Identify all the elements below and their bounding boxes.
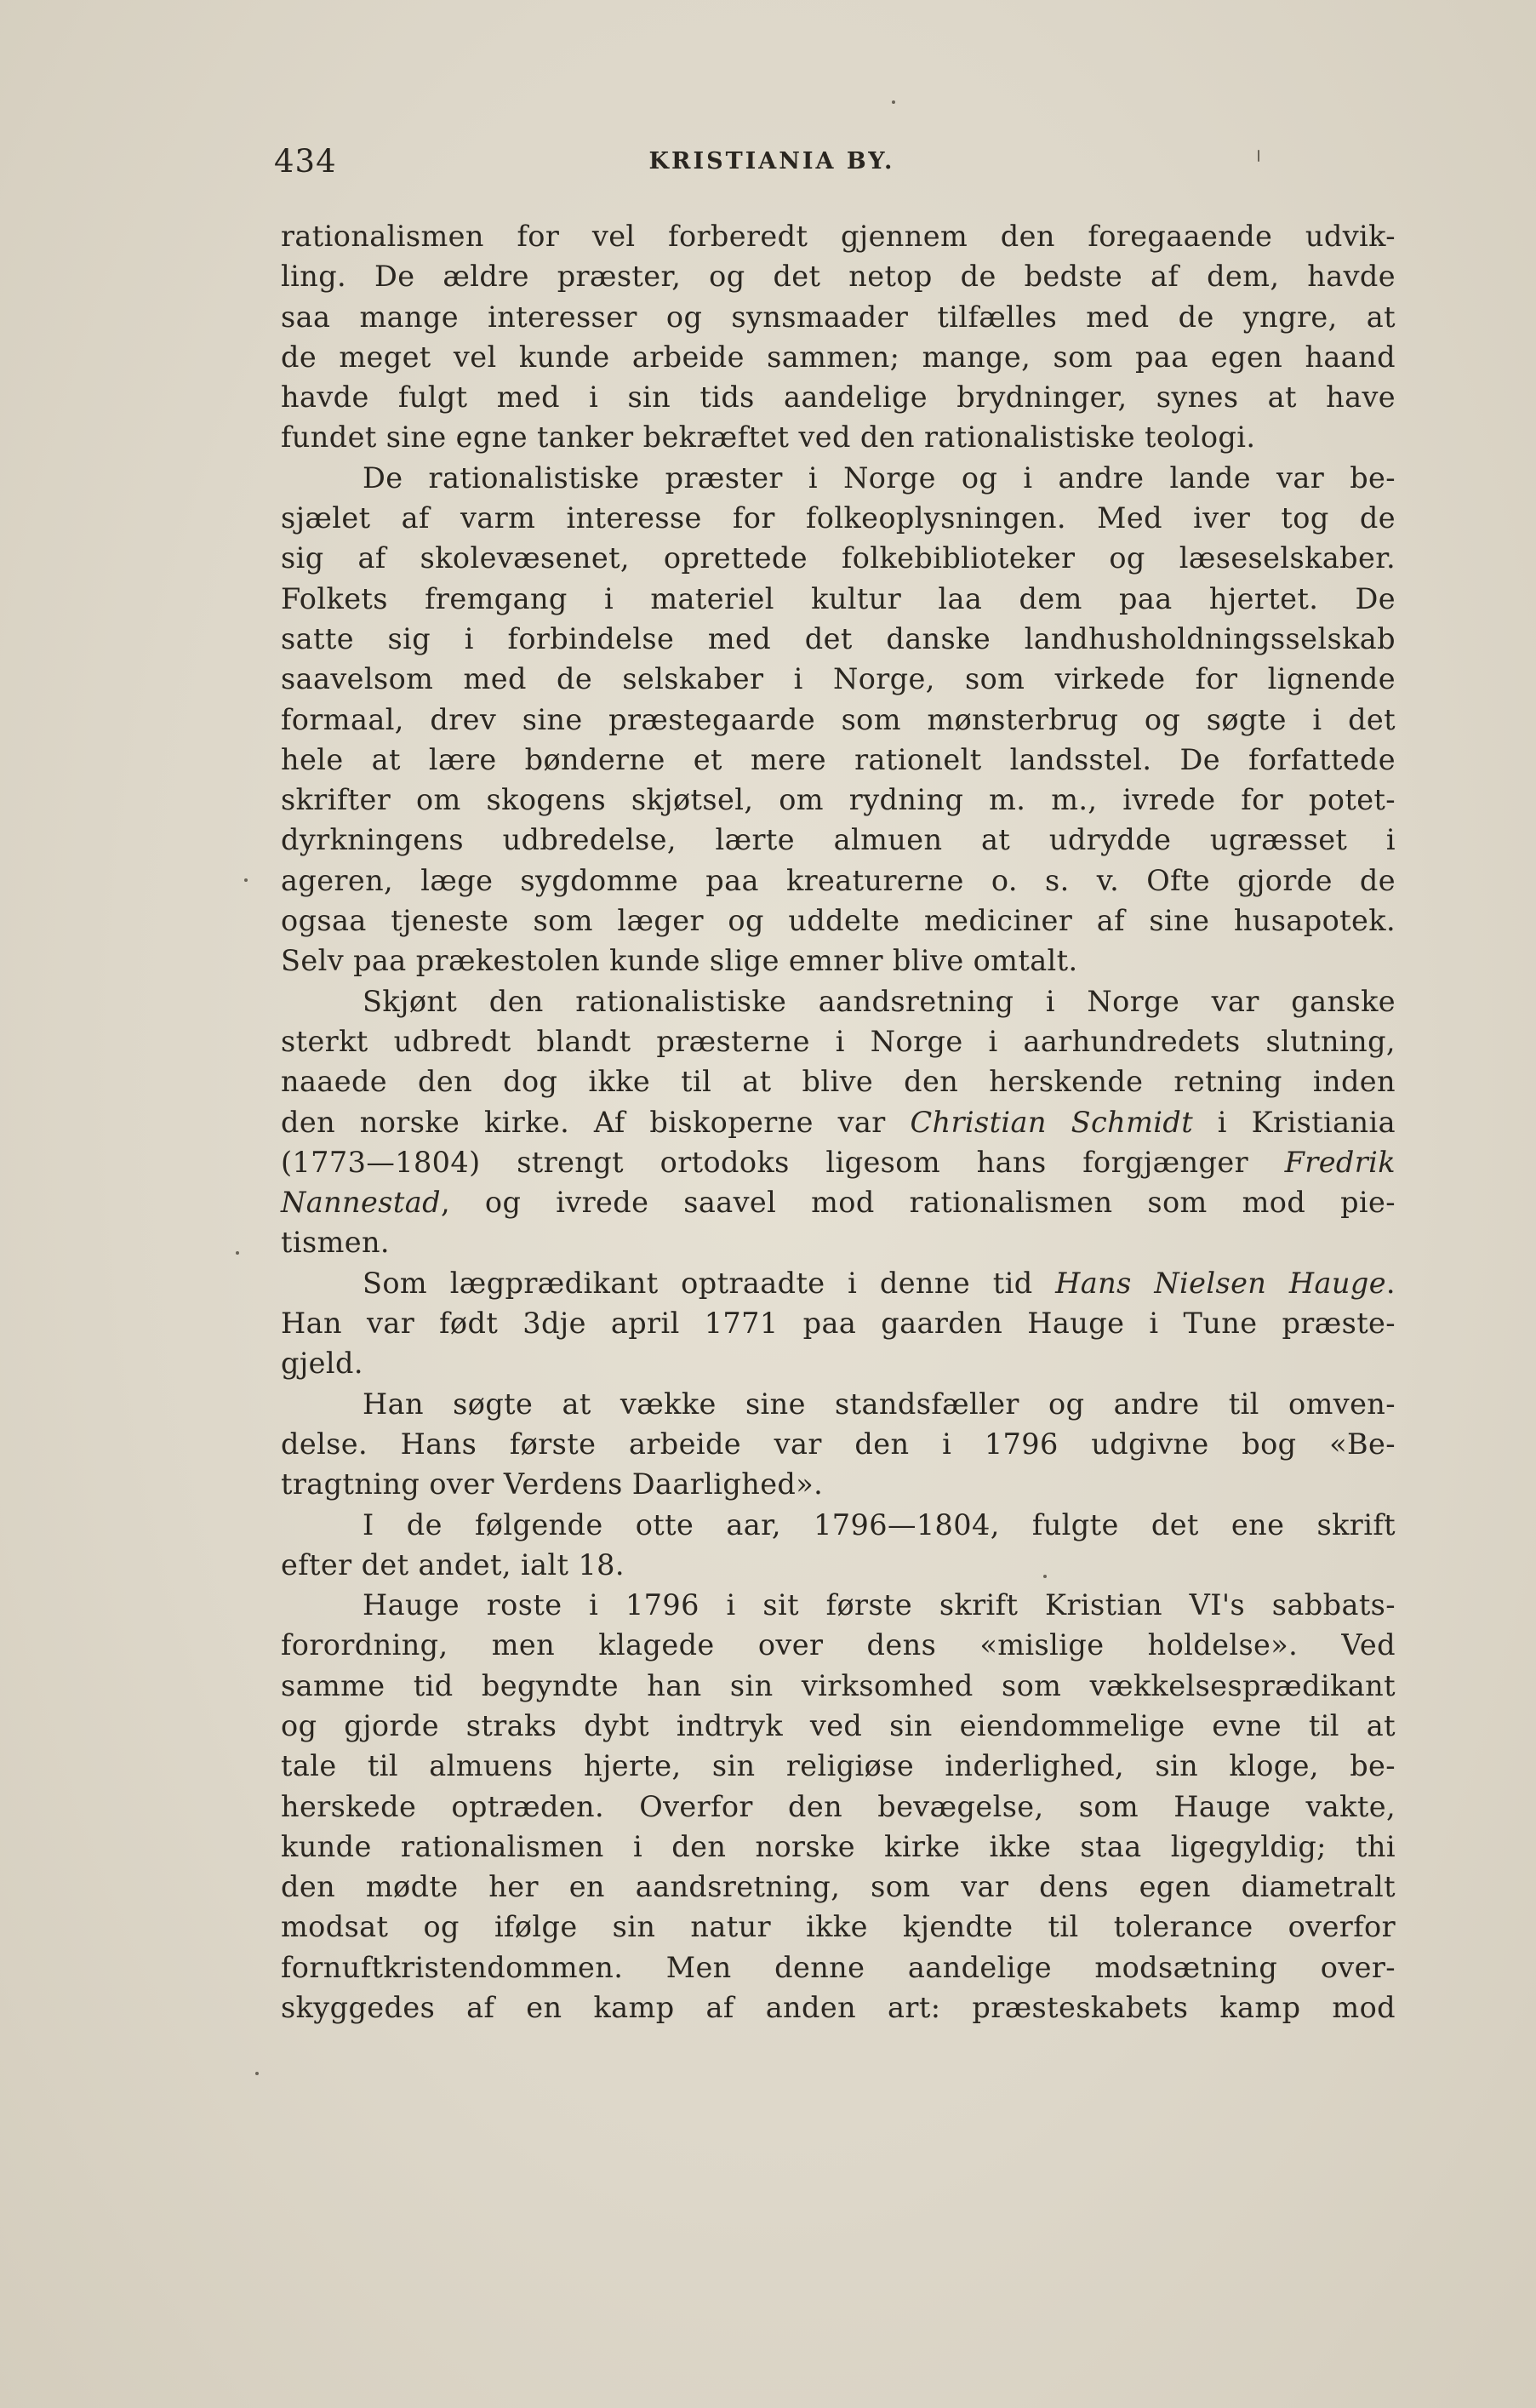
line-text: kunde rationalismen i den norske kirke ikke staa ligegyldig; thi	[281, 1829, 1396, 1863]
line-text: (1773—1804) strengt ortodoks ligesom hans forgjænger	[281, 1145, 1285, 1179]
line-text: Hauge roste i 1796 i sit første skrift Kristian VI's sabbats-	[363, 1588, 1396, 1622]
text-line	[281, 740, 1396, 780]
line-text: Han var født 3dje april 1771 paa gaarden Hauge i Tune præste-	[281, 1307, 1396, 1341]
italic-name: Christian Schmidt	[910, 1105, 1194, 1139]
line-text: Skjønt den rationalistiske aandsretning i Norge var ganske	[363, 984, 1396, 1018]
text-line	[281, 417, 1396, 457]
paper-speck	[892, 100, 895, 104]
text-line	[281, 1625, 1396, 1665]
text-line	[281, 1585, 1396, 1625]
text-line	[281, 1343, 1396, 1383]
line-text: De rationalistiske præster i Norge og i andre lande var be-	[363, 460, 1396, 495]
line-text: Som lægprædikant optraadte i denne tid	[363, 1266, 1056, 1300]
text-line	[281, 941, 1396, 981]
italic-name: Nannestad	[281, 1186, 441, 1220]
text-line	[281, 1142, 1396, 1182]
text-line	[281, 1907, 1396, 1947]
text-line	[281, 538, 1396, 578]
line-text: tale til almuens hjerte, sin religiøse inderlighed, sin kloge, be-	[281, 1749, 1396, 1783]
text-line	[281, 337, 1396, 377]
text-line	[281, 458, 1396, 498]
text-line	[281, 981, 1396, 1021]
text-line	[281, 1384, 1396, 1424]
text-line	[281, 498, 1396, 538]
line-text: forordning, men klagede over dens «mislige holdelse». Ved	[281, 1628, 1396, 1662]
text-line	[281, 1222, 1396, 1262]
line-text: Folkets fremgang i materiel kultur laa dem paa hjertet. De	[281, 581, 1396, 615]
text-line	[281, 820, 1396, 860]
text-line	[281, 579, 1396, 619]
line-text: , og ivrede saavel mod rationalismen som mod pie-	[440, 1186, 1396, 1220]
text-line	[281, 1948, 1396, 1988]
line-text: satte sig i forbindelse med det danske landhusholdningsselskab	[281, 621, 1396, 655]
line-text: modsat og ifølge sin natur ikke kjendte til tolerance overfor	[281, 1910, 1396, 1944]
line-text: I de følgende otte aar, 1796—1804, fulgte det ene skrift	[363, 1507, 1396, 1541]
text-line	[281, 1787, 1396, 1827]
text-line	[281, 297, 1396, 337]
line-text: saa mange interesser og synsmaader tilfælles med de yngre, at	[281, 300, 1396, 334]
line-text: og gjorde straks dybt indtryk ved sin eiendommelige evne til at	[281, 1708, 1396, 1742]
line-text: naaede den dog ikke til at blive den herskende retning inden	[281, 1065, 1396, 1099]
text-line	[281, 1182, 1396, 1222]
body-text	[281, 216, 1396, 2028]
text-line	[281, 1666, 1396, 1706]
text-line	[281, 1263, 1396, 1303]
line-text: sjælet af varm interesse for folkeoplysningen. Med iver tog de	[281, 501, 1396, 535]
italic-name: Fredrik	[1284, 1145, 1396, 1179]
line-text: saavelsom med de selskaber i Norge, som virkede for lignende	[281, 662, 1396, 696]
text-line	[281, 659, 1396, 699]
line-text: tragtning over Verdens Daarlighed».	[281, 1467, 824, 1501]
page-header	[274, 143, 1270, 194]
text-line	[281, 377, 1396, 417]
text-line	[281, 1021, 1396, 1061]
line-text: sig af skolevæsenet, oprettede folkebiblioteker og læseselskaber.	[281, 541, 1396, 575]
text-line	[281, 1464, 1396, 1504]
line-text: samme tid begyndte han sin virksomhed som vækkelsesprædikant	[281, 1668, 1396, 1702]
text-line	[281, 216, 1396, 256]
line-text: den norske kirke. Af biskoperne var	[281, 1105, 911, 1139]
line-text: Selv paa prækestolen kunde slige emner blive omtalt.	[281, 944, 1078, 978]
text-line	[281, 1102, 1396, 1142]
line-text: delse. Hans første arbeide var den i 1796 udgivne bog «Be-	[281, 1427, 1396, 1461]
text-line	[281, 1827, 1396, 1867]
text-line	[281, 1746, 1396, 1786]
page-number: 434	[274, 143, 337, 180]
text-line	[281, 1706, 1396, 1746]
line-text: ling. De ældre præster, og det netop de bedste af dem, havde	[281, 260, 1396, 294]
line-text: havde fulgt med i sin tids aandelige brydninger, synes at have	[281, 380, 1396, 415]
line-text: i Kristiania	[1193, 1105, 1396, 1139]
line-text: den mødte her en aandsretning, som var dens egen diametralt	[281, 1870, 1396, 1904]
line-text: dyrkningens udbredelse, lærte almuen at udrydde ugræsset i	[281, 823, 1396, 857]
text-line	[281, 619, 1396, 659]
line-text: ageren, læge sygdomme paa kreaturerne o. s. v. Ofte gjorde de	[281, 863, 1396, 897]
running-head: KRISTIANIA BY.	[648, 148, 895, 174]
text-line	[281, 1867, 1396, 1907]
line-text: .	[1385, 1266, 1396, 1300]
line-text: Han søgte at vække sine standsfæller og andre til omven-	[363, 1387, 1396, 1421]
line-text: ogsaa tjeneste som læger og uddelte mediciner af sine husapotek.	[281, 904, 1396, 938]
paper-speck	[1258, 150, 1259, 162]
line-text: herskede optræden. Overfor den bevægelse, som Hauge vakte,	[281, 1789, 1396, 1823]
line-text: sterkt udbredt blandt præsterne i Norge i aarhundredets slutning,	[281, 1024, 1396, 1058]
text-line	[281, 1505, 1396, 1545]
italic-name: Hans Nielsen Hauge	[1055, 1266, 1386, 1300]
line-text: fundet sine egne tanker bekræftet ved den rationalistiske teologi.	[281, 420, 1256, 455]
line-text: skrifter om skogens skjøtsel, om rydning m. m., ivrede for potet-	[281, 783, 1396, 817]
line-text: efter det andet, ialt 18.	[281, 1547, 625, 1582]
paper-speck	[236, 1251, 239, 1255]
line-text: gjeld.	[281, 1347, 363, 1381]
text-line	[281, 700, 1396, 740]
line-text: formaal, drev sine præstegaarde som mønsterbrug og søgte i det	[281, 702, 1396, 736]
text-line	[281, 1545, 1396, 1585]
text-line	[281, 256, 1396, 296]
text-line	[281, 1303, 1396, 1343]
line-text: skyggedes af en kamp af anden art: præsteskabets kamp mod	[281, 1991, 1396, 2025]
line-text: tismen.	[281, 1226, 390, 1260]
text-line	[281, 1424, 1396, 1464]
text-line	[281, 1061, 1396, 1101]
line-text: hele at lære bønderne et mere rationelt landsstel. De forfattede	[281, 742, 1396, 776]
text-line	[281, 1988, 1396, 2028]
paper-speck	[255, 2072, 259, 2075]
line-text: fornuftkristendommen. Men denne aandelige modsætning over-	[281, 1950, 1396, 1984]
text-line	[281, 901, 1396, 941]
text-line	[281, 861, 1396, 901]
line-text: de meget vel kunde arbeide sammen; mange, som paa egen haand	[281, 340, 1396, 374]
text-line	[281, 780, 1396, 820]
paper-speck	[244, 878, 248, 882]
paper-speck	[1043, 1575, 1047, 1578]
line-text: rationalismen for vel forberedt gjennem den foregaaende udvik-	[281, 220, 1396, 253]
